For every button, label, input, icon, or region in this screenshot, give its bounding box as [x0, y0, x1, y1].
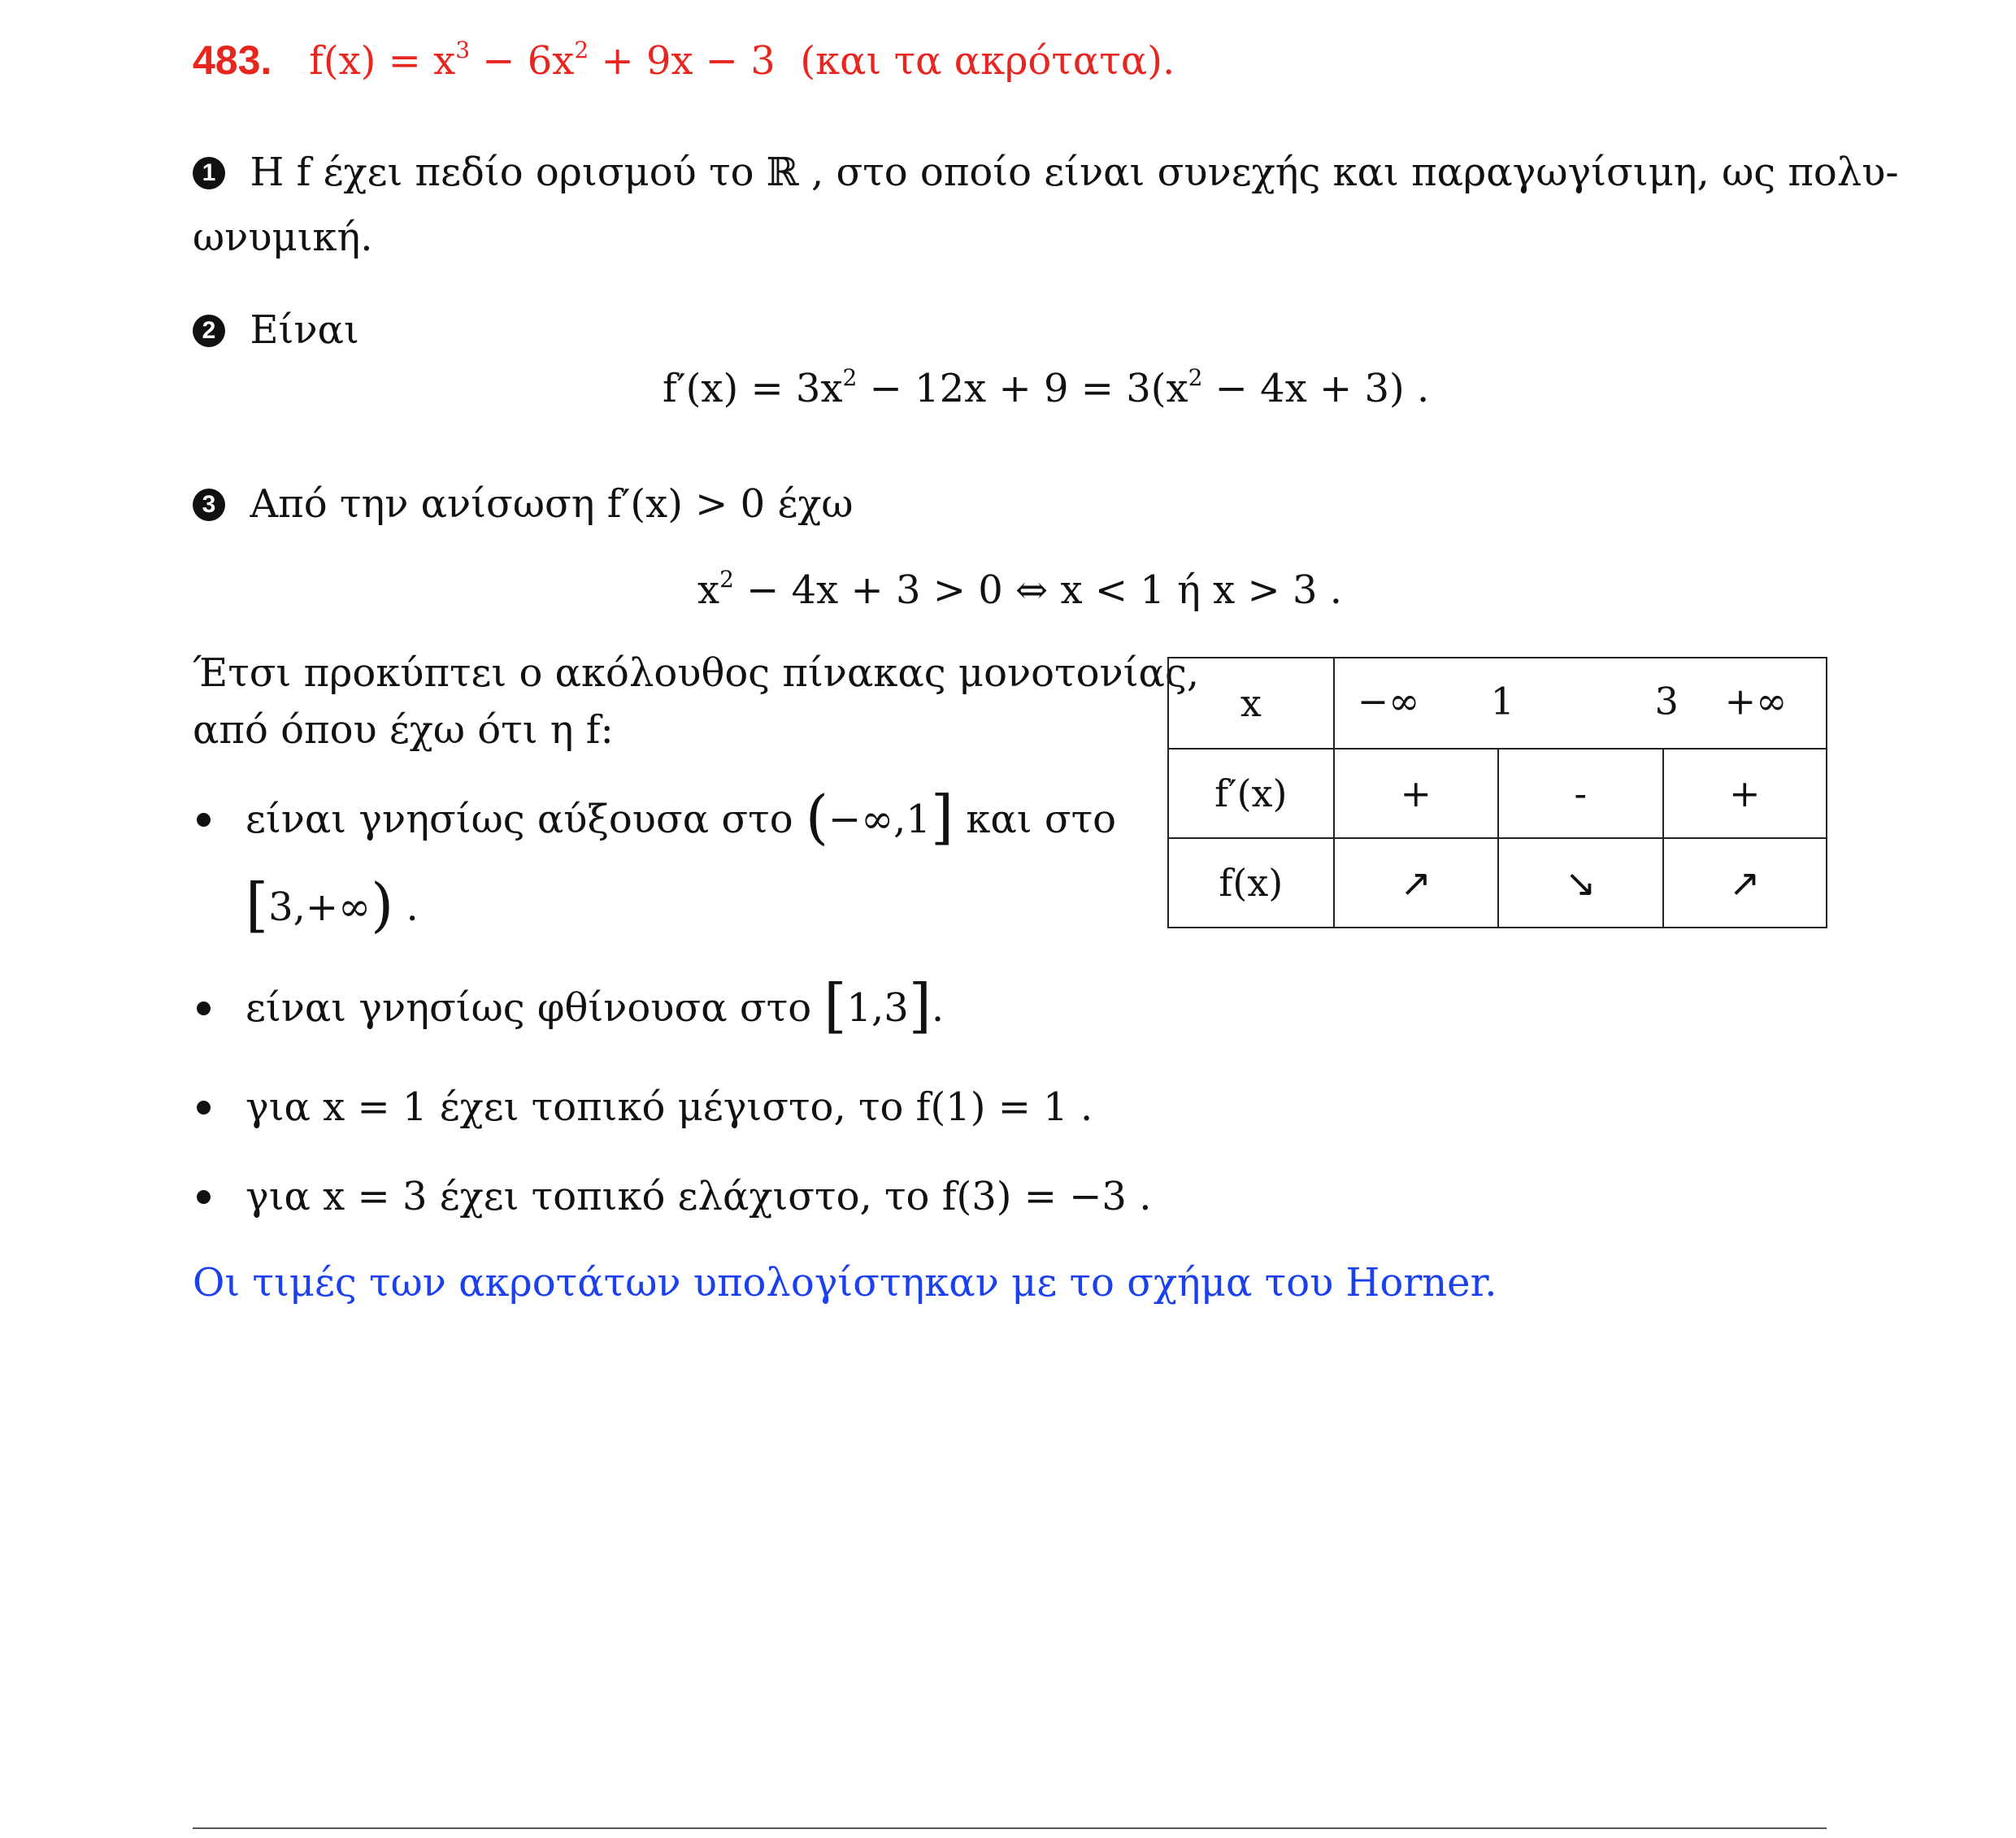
bullet-dot: [197, 1190, 211, 1204]
monotonicity-table: [1167, 657, 1827, 928]
x-value: +∞: [1724, 679, 1788, 723]
step-3-marker: 3: [193, 489, 225, 521]
step-3: [193, 480, 854, 528]
problem-number: 483.: [193, 37, 272, 83]
problem-note: (και τα ακρότατα).: [800, 38, 1175, 84]
bullet-dot: [197, 813, 211, 827]
x-value: 1: [1490, 679, 1514, 723]
bullet-increasing: είναι γνησίως αύξουσα στο (−∞,1] και στο: [245, 783, 1117, 851]
sign-cell: +: [1334, 749, 1498, 838]
function-label: f(x): [1168, 838, 1334, 928]
inequality-solution: $x^2 - 4x + 3 > 0$ ⇔ x < 1 ή x > 3 .: [697, 566, 1343, 613]
step-1-line-2: ωνυμική.: [193, 215, 373, 260]
arrow-up-right-icon: ↗: [1663, 838, 1827, 928]
step-2: [193, 306, 359, 354]
table-row: [1168, 749, 1827, 838]
arrow-up-right-icon: ↗: [1334, 838, 1498, 928]
problem-heading: [193, 36, 1175, 85]
x-value: −∞: [1357, 679, 1420, 723]
table-row: [1168, 838, 1827, 928]
table-row: [1168, 658, 1827, 749]
derivative-label: f′(x): [1168, 749, 1334, 838]
bullet-dot: [197, 1002, 211, 1015]
step-2-label: Είναι: [250, 307, 359, 353]
sign-cell: +: [1663, 749, 1827, 838]
step-1-line-1: Η f έχει πεδίο ορισμού το ℝ , στο οποίο είναι συνεχής και παραγωγίσιμη, ως πολυ-: [250, 150, 1899, 195]
x-values-cell: [1334, 658, 1827, 749]
interval-increasing-2: 3,+∞: [268, 884, 371, 930]
conclusion-line-2: από όπου έχω ότι η f:: [193, 707, 614, 753]
horner-remark: Οι τιμές των ακροτάτων υπολογίστηκαν με το σχήμα του Horner.: [193, 1260, 1497, 1306]
conclusion-line-1: Έτσι προκύπτει ο ακόλουθος πίνακας μονοτονίας,: [193, 650, 1200, 696]
problem-function: $f(x) = x^3 - 6x^2 + 9x - 3$: [309, 37, 776, 84]
x-value: 3: [1654, 679, 1679, 723]
derivative-equation: $f'(x) = 3x^2 - 12x + 9 = 3(x^2 - 4x + 3)$ .: [663, 364, 1430, 411]
footer-rule: [193, 1827, 1827, 1829]
step-3-label: Από την ανίσωση f′(x) > 0 έχω: [250, 481, 854, 527]
sign-cell: -: [1498, 749, 1662, 838]
bullet-increasing-cont: [3,+∞) .: [245, 871, 419, 939]
arrow-down-right-icon: ↘: [1498, 838, 1662, 928]
interval-increasing-1: −∞,1: [828, 797, 931, 842]
table-header-x: x: [1168, 658, 1334, 749]
interval-decreasing: 1,3: [846, 985, 909, 1031]
step-2-marker: 2: [193, 315, 225, 347]
step-1: [193, 148, 1899, 197]
bullet-decreasing: είναι γνησίως φθίνουσα στο [1,3].: [245, 971, 945, 1040]
bullet-local-max: για x = 1 έχει τοπικό μέγιστο, το f(1) = 1 .: [245, 1084, 1093, 1130]
bullet-dot: [197, 1101, 211, 1115]
step-1-marker: 1: [193, 157, 225, 189]
bullet-local-min: για x = 3 έχει τοπικό ελάχιστο, το f(3) = −3 .: [245, 1174, 1152, 1219]
